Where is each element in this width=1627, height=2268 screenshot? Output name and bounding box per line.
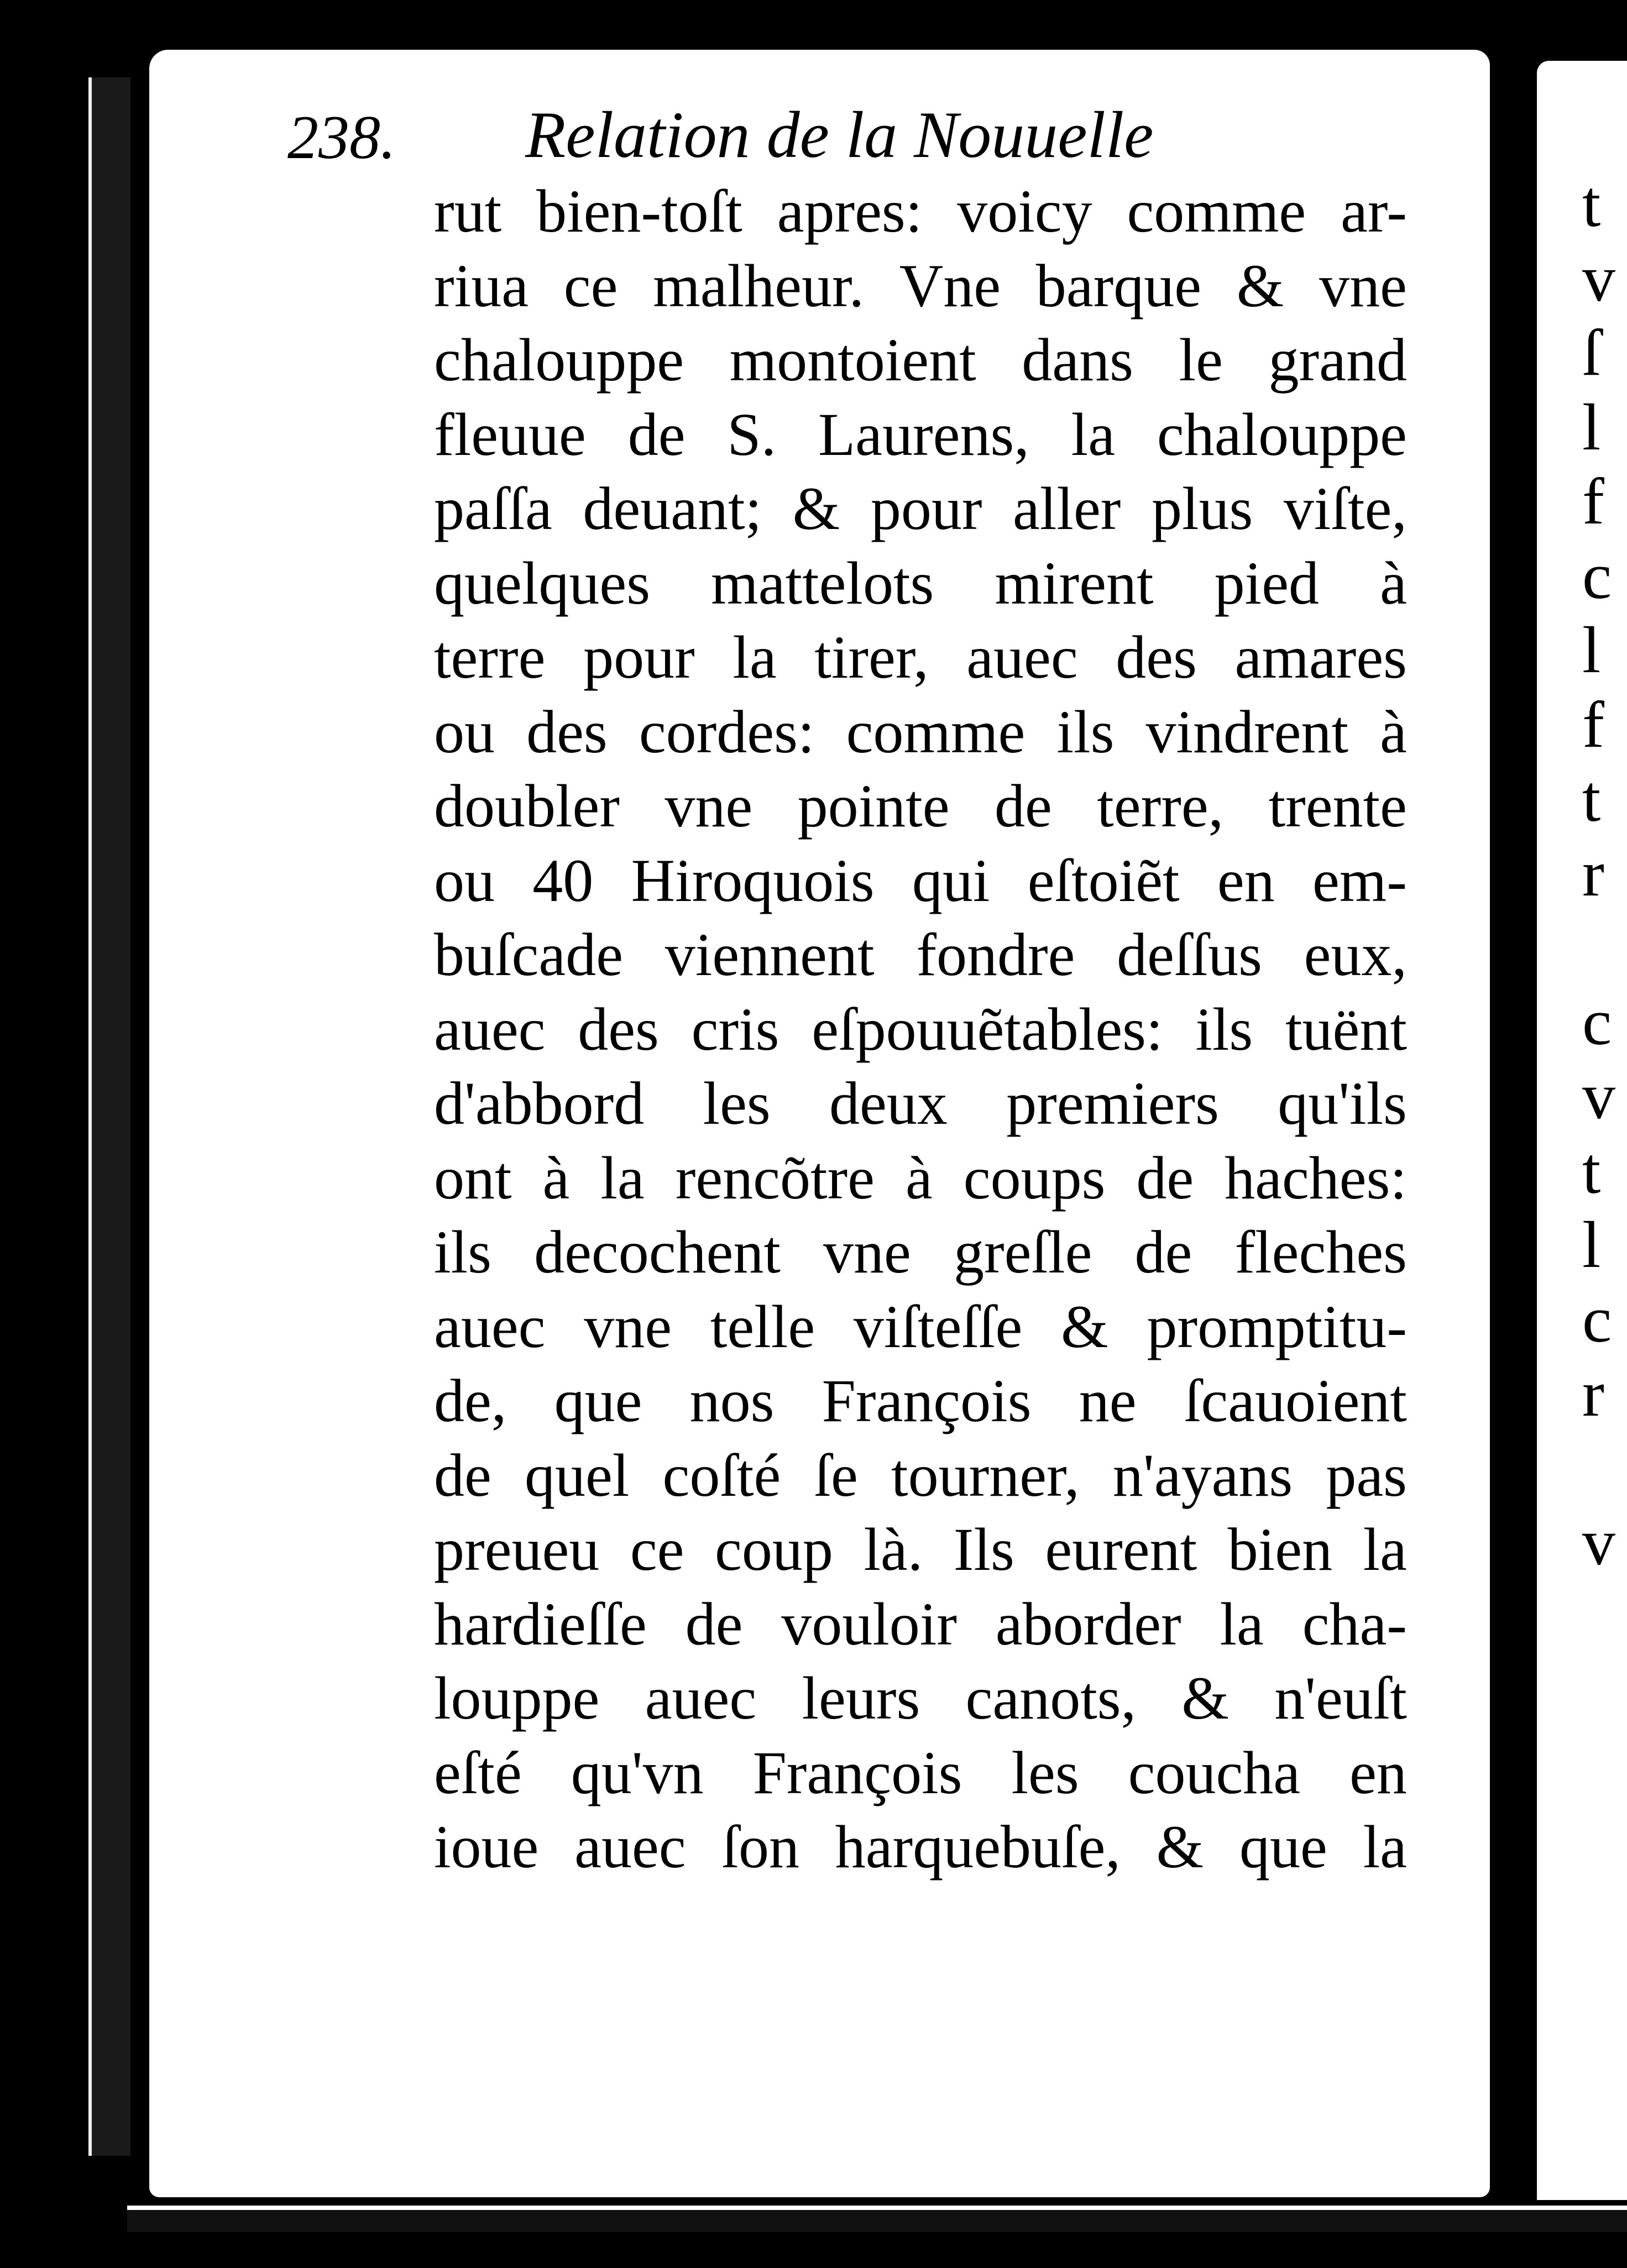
facing-page-glyph: c — [1582, 984, 1612, 1059]
text-line: ils decochent vne greſle de fleches — [434, 1218, 1407, 1286]
text-line: riua ce malheur. Vne barque & vne — [434, 252, 1407, 319]
facing-page-glyph: ſ — [1582, 316, 1601, 389]
text-line: ou des cordes: comme ils vindrent à — [434, 698, 1407, 766]
facing-page-glyph: l — [1582, 613, 1601, 687]
facing-page-glyph: v — [1582, 1059, 1615, 1133]
facing-page-glyph: t — [1582, 762, 1601, 835]
text-line: buſcade viennent fondre deſſus eux, — [434, 921, 1407, 988]
facing-page-glyph: l — [1582, 390, 1601, 464]
facing-page-glyph: t — [1582, 1133, 1601, 1207]
bottom-book-edge — [127, 2206, 1627, 2232]
text-line: preueu ce coup là. Ils eurent bien la — [434, 1516, 1407, 1583]
text-line: ont à la rencõtre à coups de haches: — [434, 1144, 1407, 1212]
text-line: fleuue de S. Laurens, la chalouppe — [434, 400, 1407, 468]
text-line: paſſa deuant; & pour aller plus viſte, — [434, 475, 1407, 542]
page-header — [287, 91, 1393, 180]
text-line: eſté qu'vn François les coucha en — [434, 1738, 1407, 1806]
text-line: ioue auec ſon harquebuſe, & que la — [434, 1813, 1407, 1881]
facing-page-glyph: c — [1582, 1282, 1612, 1356]
text-line: de, que nos François ne ſcauoient — [434, 1367, 1407, 1434]
text-line: hardieſſe de vouloir aborder la cha- — [434, 1590, 1407, 1658]
facing-page-glyph: f — [1582, 464, 1604, 538]
text-line: auec vne telle viſteſſe & promptitu- — [434, 1292, 1407, 1360]
text-line: chalouppe montoient dans le grand — [434, 326, 1407, 394]
facing-page-glyph: c — [1582, 538, 1612, 612]
text-line: de quel coſté ſe tourner, n'ayans pas — [434, 1441, 1407, 1509]
facing-page-glyph: l — [1582, 1208, 1601, 1281]
text-line: rut bien-toſt apres: voicy comme ar- — [434, 177, 1407, 245]
text-line: terre pour la tirer, auec des amares — [434, 624, 1407, 691]
body-text — [434, 174, 1407, 1884]
facing-page-glyph: v — [1582, 1505, 1615, 1579]
facing-page-glyph: r — [1582, 836, 1604, 910]
running-title: Relation de la Nouuelle — [525, 98, 1154, 171]
page-number: 238. — [287, 103, 396, 172]
left-book-edge — [88, 77, 130, 2156]
text-line: doubler vne pointe de terre, trente — [434, 772, 1407, 840]
text-line: louppe auec leurs canots, & n'euſt — [434, 1664, 1407, 1732]
text-line: d'abbord les deux premiers qu'ils — [434, 1070, 1407, 1137]
text-line: auec des cris eſpouuẽtables: ils tuënt — [434, 995, 1407, 1063]
text-line: quelques mattelots mirent pied à — [434, 549, 1407, 617]
facing-page-glyph: f — [1582, 687, 1604, 761]
facing-page-glyph: v — [1582, 241, 1615, 315]
facing-page-glyph: r — [1582, 1356, 1604, 1430]
text-line: ou 40 Hiroquois qui eſtoiẽt en em- — [434, 846, 1407, 914]
facing-page-glyph: t — [1582, 167, 1601, 240]
